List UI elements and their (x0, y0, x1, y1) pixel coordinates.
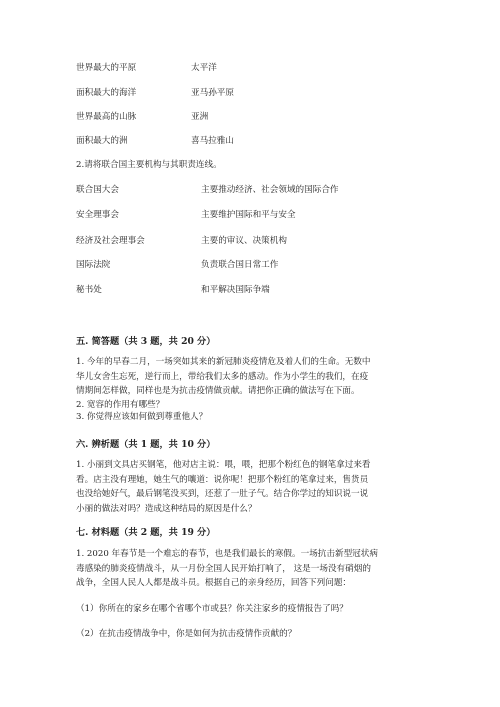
section-five-body (76, 355, 436, 423)
match2-right-5: 和平解决国际争端 (201, 285, 270, 295)
section-five-heading: 五. 简答题（共 3 题，共 20 分） (76, 336, 216, 347)
section-seven-line-2: 毒感染的肺炎疫情战斗，从一月份全国人民开始打响了， 这是一场没有硝烟的 (76, 563, 371, 574)
match1-right-2: 亚马孙平原 (191, 88, 234, 98)
section-five-line-3: 情期间怎样做，同样也是为抗击疫情做贡献。请把你正确的做法写在下面。 (76, 386, 360, 397)
section-seven-line-3: 战争，全国人民人人都是战斗员。根据自己的亲身经历，回答下列问题： (76, 578, 352, 589)
section-six-heading: 六. 辨析题（共 1 题，共 10 分） (76, 439, 216, 450)
section-seven-line-1: 1. 2020 年春节是一个难忘的春节，也是我们最长的寒假。一场抗击新型冠状病 (76, 549, 378, 559)
match2-left-1: 联合国大会 (76, 185, 119, 195)
section-seven-heading: 七. 材料题（共 2 题，共 19 分） (76, 527, 216, 538)
match1-left-3: 世界最高的山脉 (76, 112, 137, 122)
section-six-line-4: 小丽的做法对吗？造成这种结局的原因是什么？ (76, 503, 257, 514)
match2-right-4: 负责联合国日常工作 (201, 260, 279, 270)
section-seven-body (76, 547, 436, 591)
match2-right-3: 主要的审议、决策机构 (201, 236, 287, 246)
match1-right-1: 太平洋 (191, 63, 217, 73)
section-six-body (76, 458, 436, 516)
section-seven-sub-question-2: （2）在抗击疫情战争中，你是如何为抗击疫情作贡献的？ (76, 629, 297, 639)
question-2-title: 2.请将联合国主要机构与其职责连线。 (76, 160, 222, 170)
section-five-line-5: 3. 你觉得应该如何做到尊重他人？ (76, 411, 208, 422)
section-six-line-2: 看。店主没有理她，她生气的嚷道：说你呢！把那个粉红的笔拿过来，售货员 (76, 474, 369, 485)
section-five-line-1: 1. 今年的早春二月，一场突如其来的新冠肺炎疫情危及着人们的生命。无数中 (76, 357, 371, 367)
match1-right-3: 亚洲 (191, 112, 209, 122)
match2-left-2: 安全理事会 (76, 210, 119, 220)
match2-right-1: 主要推动经济、社会领域的国际合作 (201, 185, 339, 195)
match1-left-4: 面积最大的洲 (76, 136, 128, 146)
match2-left-5: 秘书处 (76, 285, 102, 295)
match2-left-4: 国际法院 (76, 260, 111, 270)
match1-left-2: 面积最大的海洋 (76, 88, 137, 98)
section-six-line-3: 也没给她好气，最后钢笔没买到，还惹了一肚子气。结合你学过的知识说一说 (76, 489, 369, 500)
match2-right-2: 主要维护国际和平与安全 (201, 210, 296, 220)
match1-right-4: 喜马拉雅山 (191, 136, 234, 146)
section-seven-sub-question-1: （1）你所在的家乡在哪个省哪个市或县？你关注家乡的疫情报告了吗？ (76, 604, 348, 614)
section-six-line-1: 1. 小丽到文具店买钢笔，他对店主说：喂，喂，把那个粉红色的钢笔拿过来看 (76, 460, 371, 470)
match2-left-3: 经济及社会理事会 (76, 236, 145, 246)
match1-left-1: 世界最大的平原 (76, 63, 137, 73)
section-five-line-4: 2. 宽容的作用有哪些？ (76, 399, 165, 410)
section-five-line-2: 华儿女舍生忘死，逆行而上，带给我们太多的感动。作为小学生的我们，在疫 (76, 371, 369, 382)
